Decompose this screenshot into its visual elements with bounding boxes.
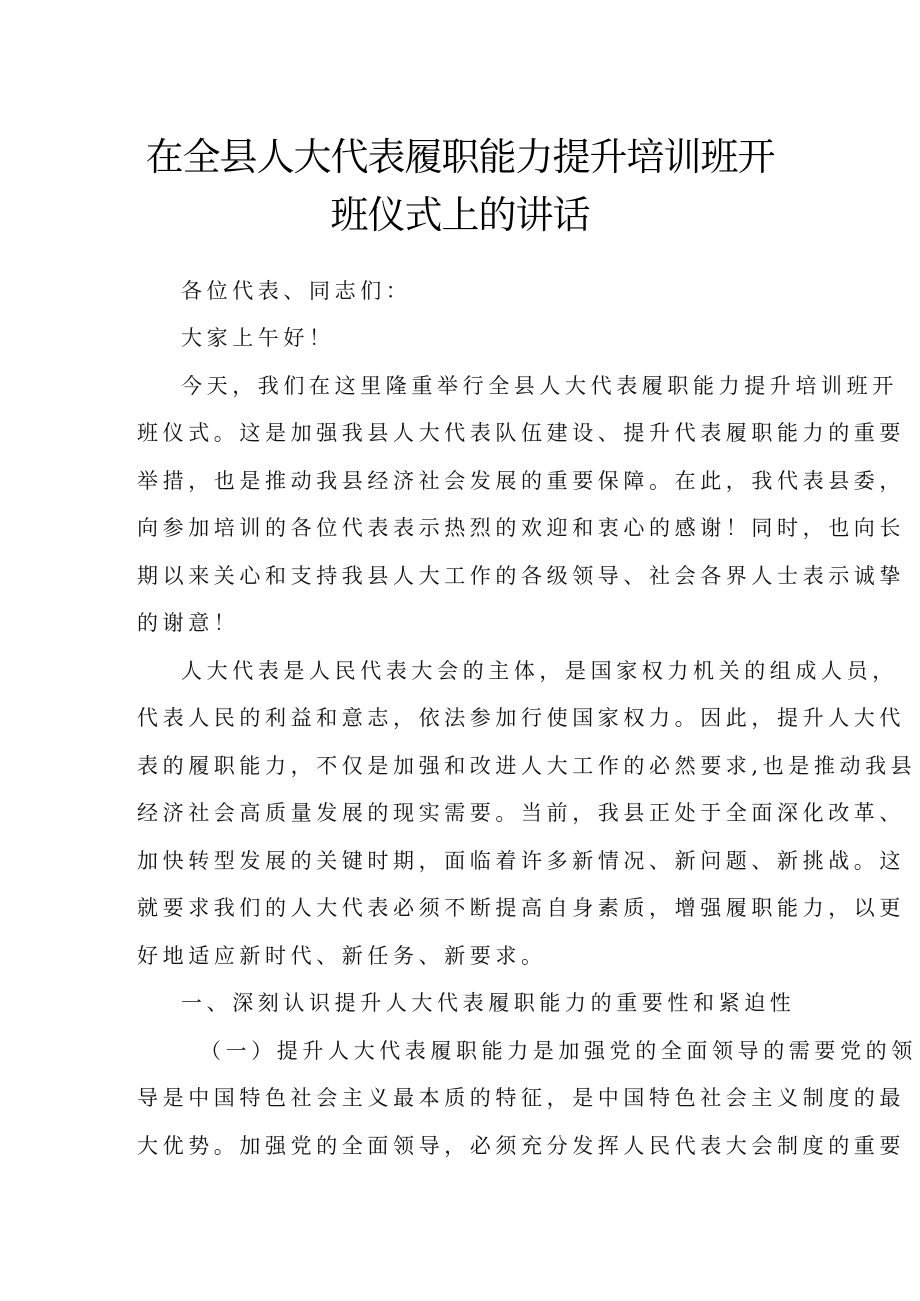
paragraph-1-line: 向参加培训的各位代表表示热烈的欢迎和衷心的感谢！同时，也向长	[137, 516, 905, 540]
greeting: 大家上午好！	[181, 326, 335, 350]
document-title-line-2: 班仪式上的讲话	[330, 193, 590, 237]
paragraph-2-line: 代表人民的利益和意志，依法参加行使国家权力。因此，提升人大代	[137, 706, 905, 730]
subsection-paragraph-line: （一）提升人大代表履职能力是加强党的全面领导的需要党的领	[200, 1039, 917, 1063]
paragraph-1-line: 举措，也是推动我县经济社会发展的重要保障。在此，我代表县委，	[137, 469, 905, 493]
paragraph-1-line: 班仪式。这是加强我县人大代表队伍建设、提升代表履职能力的重要	[137, 421, 905, 445]
subsection-paragraph-line: 导是中国特色社会主义最本质的特征，是中国特色社会主义制度的最	[137, 1086, 905, 1110]
paragraph-2-line: 经济社会高质量发展的现实需要。当前，我县正处于全面深化改革、	[137, 801, 905, 825]
paragraph-2-line: 加快转型发展的关键时期，面临着许多新情况、新问题、新挑战。这	[137, 849, 905, 873]
paragraph-1-line: 今天，我们在这里隆重举行全县人大代表履职能力提升培训班开	[181, 374, 898, 398]
section-heading-1: 一、深刻认识提升人大代表履职能力的重要性和紧迫性	[181, 991, 796, 1015]
paragraph-2-line: 人大代表是人民代表大会的主体，是国家权力机关的组成人员，	[181, 659, 898, 683]
subsection-paragraph-line: 大优势。加强党的全面领导，必须充分发挥人民代表大会制度的重要	[137, 1134, 905, 1158]
paragraph-2-line: 好地适应新时代、新任务、新要求。	[137, 944, 547, 968]
paragraph-1-line: 期以来关心和支持我县人大工作的各级领导、社会各界人士表示诚挚	[137, 564, 905, 588]
paragraph-2-line: 表的履职能力，不仅是加强和改进人大工作的必然要求,也是推动我县	[137, 754, 917, 778]
salutation: 各位代表、同志们：	[181, 279, 412, 303]
paragraph-1-line: 的谢意！	[137, 611, 240, 635]
paragraph-2-line: 就要求我们的人大代表必须不断提高自身素质，增强履职能力，以更	[137, 896, 905, 920]
document-title-line-1: 在全县人大代表履职能力提升培训班开	[145, 135, 775, 179]
